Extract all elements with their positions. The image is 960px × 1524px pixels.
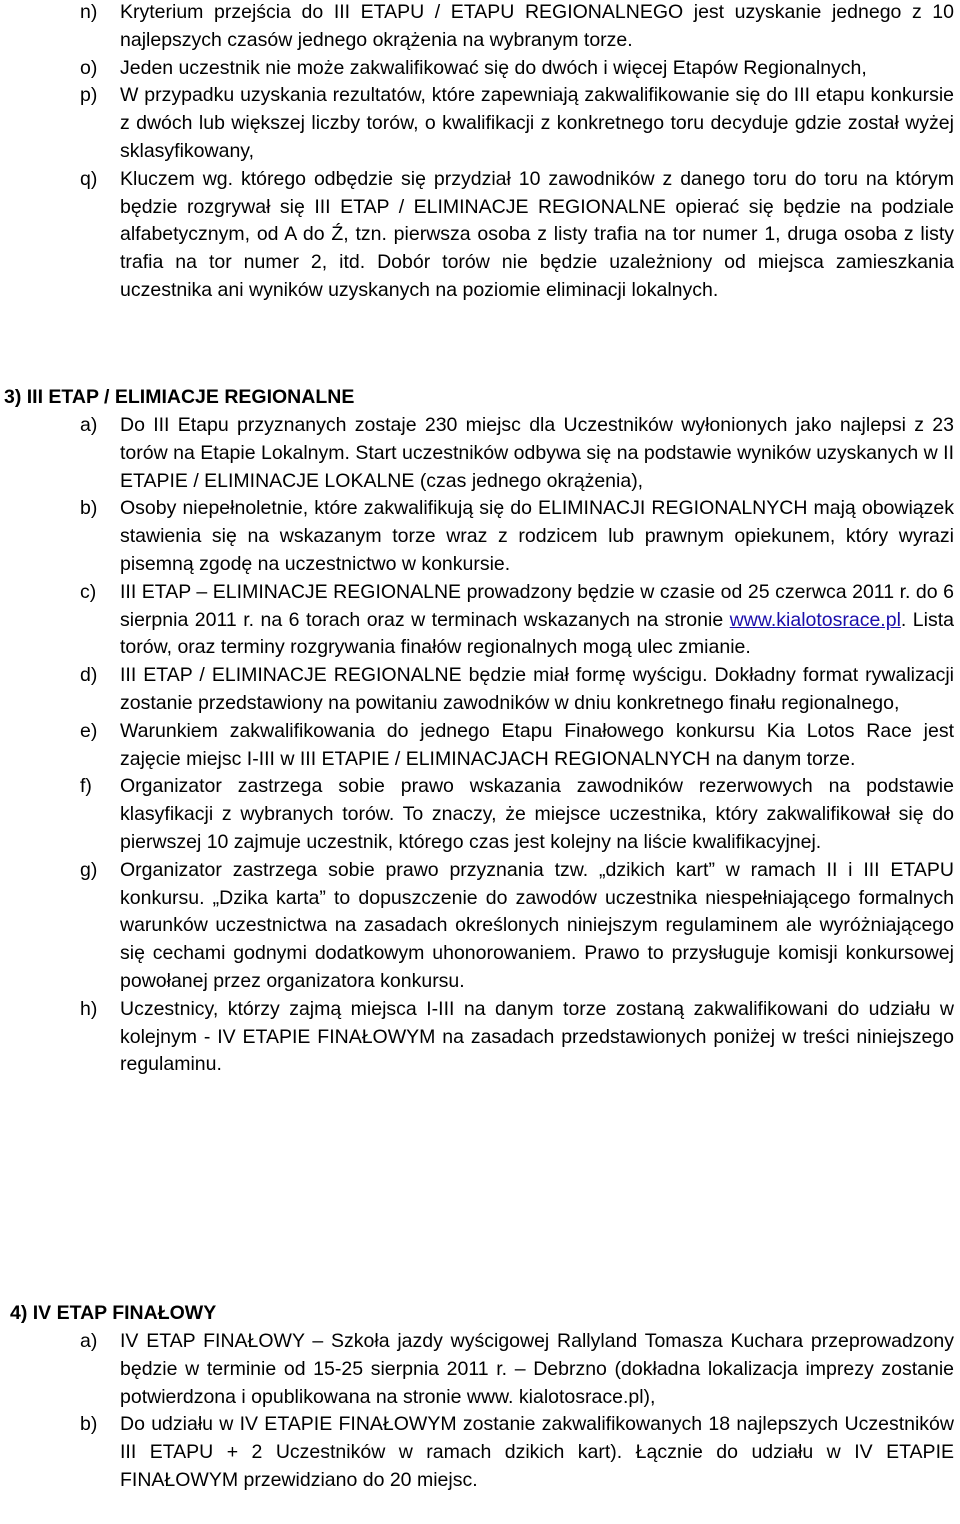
item-label: h): [80, 997, 98, 1020]
item-text: Organizator zastrzega sobie prawo przyznania tzw. „dzikich kart” w ramach II i III ETAPU konkursu. „Dzika karta” to dopuszczenie do zawodów uczestnika niespełniającego formalnych warunków uczestnictwa na zasadach określonych niniejszym regulaminem ale wyróżniającego się cechami godnymi dodatkowym uhonorowaniem. Prawo to przysługuje komisji konkursowej powołanej przez organizatora konkursu.: [120, 858, 954, 992]
item-label: q): [80, 167, 98, 190]
item-label: e): [80, 719, 98, 742]
list-item: [80, 857, 958, 996]
item-label: c): [80, 580, 97, 603]
list-item: [80, 0, 958, 55]
item-text: Jeden uczestnik nie może zakwalifikować się do dwóch i więcej Etapów Regionalnych,: [120, 56, 867, 79]
list-item: [80, 495, 958, 578]
website-link[interactable]: www.kialotosrace.pl: [729, 608, 901, 631]
item-text: Uczestnicy, którzy zajmą miejsca I-III na danym torze zostaną zakwalifikowani do udziału w kolejnym - IV ETAPIE FINAŁOWYM na zasadach przedstawionych poniżej w treści niniejszego regulaminu.: [120, 997, 954, 1076]
list-item: [80, 82, 958, 165]
item-text: W przypadku uzyskania rezultatów, które zapewniają zakwalifikowanie się do III etapu konkursie z dwóch lub większej liczby torów, o kwalifikacji z konkretnego toru decyduje gdzie został wyżej sklasyfikowany,: [120, 84, 954, 162]
item-text: [120, 579, 958, 662]
item-text: Do III Etapu przyznanych zostaje 230 miejsc dla Uczestników wyłonionych jako najlepsi z 23 torów na Etapie Lokalnym. Start uczestników odbywa się na podstawie wyników uzyskanych w II ETAPIE / ELIMINACJE LOKALNE (czas jednego okrążenia),: [120, 414, 954, 492]
item-text-before: III ETAP – ELIMINACJE REGIONALNE prowadzony będzie w czasie od 25 czerwca 2011 r. do 6 sierpnia 2011 r. na 6 torach oraz w terminach wskazanych na stronie: [120, 580, 954, 631]
item-text: Do udziału w IV ETAPIE FINAŁOWYM zostanie zakwalifikowanych 18 najlepszych Uczestników III ETAPU + 2 Uczestników w ramach dzikich kart). Łącznie do udziału w IV ETAPIE FINAŁOWYM przewidziano do 20 miejsc.: [120, 1413, 954, 1491]
section4-list: [80, 1328, 958, 1495]
item-label: b): [80, 1413, 98, 1436]
section4-heading: 4) IV ETAP FINAŁOWY: [10, 1302, 217, 1324]
item-label: b): [80, 497, 98, 520]
item-text-after: . Lista torów, oraz terminy rozgrywania finałów regionalnych mogą ulec zmianie.: [120, 608, 954, 659]
item-label: n): [80, 1, 98, 23]
item-label: d): [80, 664, 98, 687]
item-text: Kryterium przejścia do III ETAPU / ETAPU REGIONALNEGO jest uzyskanie jednego z 10 najlepszych czasów jednego okrążenia na wybranym torze.: [120, 1, 954, 51]
list-item: [80, 773, 958, 856]
list-item: [80, 55, 958, 83]
item-label: o): [80, 56, 98, 79]
list-item: [80, 579, 958, 662]
list-item: [80, 718, 958, 774]
item-label: a): [80, 1330, 98, 1352]
section3-heading: 3) III ETAP / ELIMIACJE REGIONALNE: [4, 386, 355, 408]
item-label: a): [80, 414, 98, 436]
item-text: Osoby niepełnoletnie, które zakwalifikują się do ELIMINACJI REGIONALNYCH mają obowiązek stawienia się na wskazanym torze wraz z rodzicem lub prawnym opiekunem, który wyrazi pisemną zgodę na uczestnictwo w konkursie.: [120, 497, 954, 575]
section2-list: [80, 0, 958, 305]
section3-list: [80, 412, 958, 1079]
item-text: Organizator zastrzega sobie prawo wskazania zawodników rezerwowych na podstawie klasyfikacji z wybranych torów. To znaczy, że miejsce uczestnika, który zakwalifikował się do pierwszej 10 zajmuje uczestnik, którego czas jest kolejny na liście kwalifikacyjnej.: [120, 775, 954, 853]
list-item: [80, 166, 958, 305]
item-text: Kluczem wg. którego odbędzie się przydział 10 zawodników z danego toru do toru na którym będzie rozgrywał się III ETAP / ELIMINACJE REGIONALNE opierać się będzie na podziale alfabetycznym, od A do Ź, tzn. pierwsza osoba z listy trafia na tor numer 1, druga osoba z listy trafia na tor numer 2, itd. Dobór torów nie będzie uzależniony od miejsca zamieszkania uczestnika ani wyników uzyskanych na poziomie eliminacji lokalnych.: [120, 167, 954, 301]
item-text: III ETAP / ELIMINACJE REGIONALNE będzie miał formę wyścigu. Dokładny format rywalizacji zostanie przedstawiony na powitaniu zawodników w dniu konkretnego finału regionalnego,: [120, 664, 954, 714]
item-label: f): [80, 775, 92, 798]
list-item: [80, 662, 958, 718]
list-item: [80, 996, 958, 1079]
item-label: g): [80, 858, 98, 881]
list-item: [80, 1411, 958, 1494]
item-label: p): [80, 84, 98, 107]
item-text: IV ETAP FINAŁOWY – Szkoła jazdy wyścigowej Rallyland Tomasza Kuchara przeprowadzony będzie w terminie od 15-25 sierpnia 2011 r. – Debrzno (dokładna lokalizacja imprezy zostanie potwierdzona i opublikowana na stronie www. kialotosrace.pl),: [120, 1330, 954, 1408]
list-item: [80, 1328, 958, 1411]
list-item: [80, 412, 958, 495]
item-text: Warunkiem zakwalifikowania do jednego Etapu Finałowego konkursu Kia Lotos Race jest zajęcie miejsc I-III w III ETAPIE / ELIMINACJACH REGIONALNYCH na danym torze.: [120, 719, 954, 770]
